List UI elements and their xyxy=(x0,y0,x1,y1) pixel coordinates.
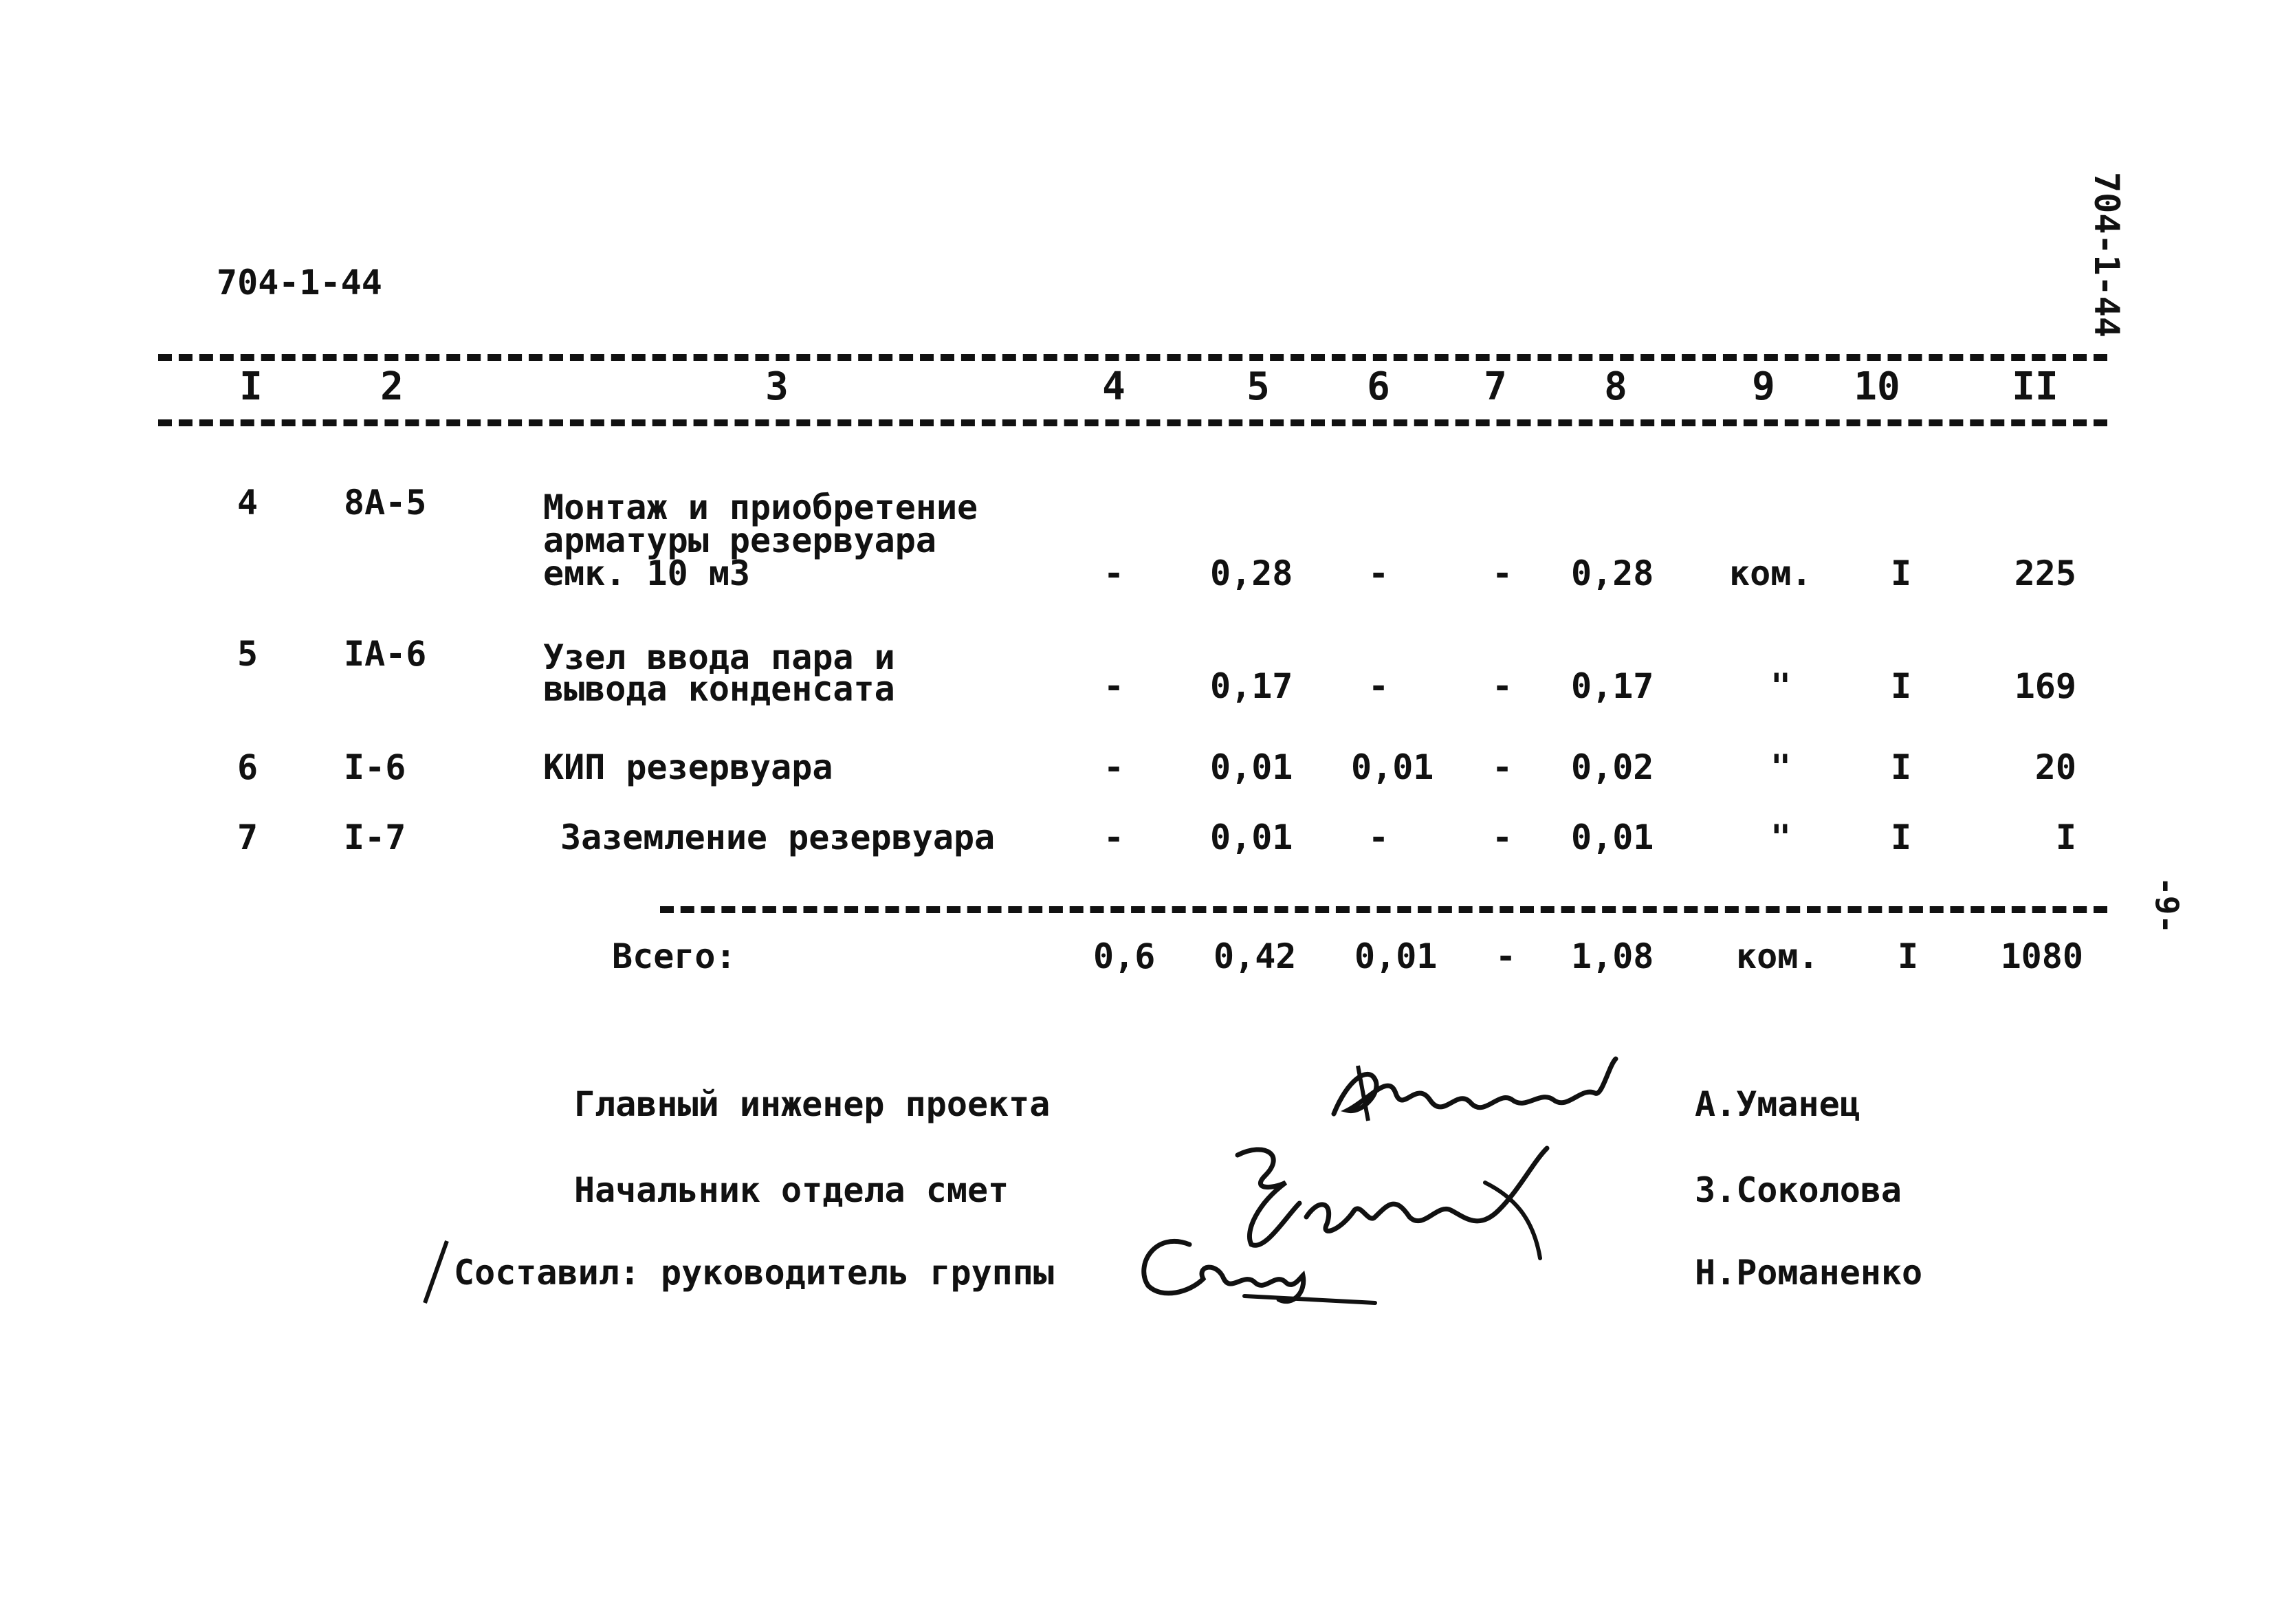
cell: 1080 xyxy=(2000,936,2083,976)
cell: - xyxy=(1491,666,1513,706)
column-header: 3 xyxy=(765,364,789,409)
row-description: Заземление резервуара xyxy=(560,818,996,857)
cell: - xyxy=(1368,553,1390,593)
cell: ком. xyxy=(1729,553,1812,593)
handwritten-signature xyxy=(1128,1224,1389,1313)
cell: I xyxy=(1897,936,1919,976)
cell: ком. xyxy=(1736,936,1819,976)
row-description: Монтаж и приобретение xyxy=(543,487,978,527)
cell: I xyxy=(2055,818,2076,857)
cell: - xyxy=(1491,553,1513,593)
cell: " xyxy=(1770,666,1792,706)
cell: - xyxy=(1103,747,1125,787)
row-code: 8A-5 xyxy=(344,483,427,523)
column-header: 4 xyxy=(1102,364,1125,409)
cell: 0,17 xyxy=(1210,666,1293,706)
column-header: 2 xyxy=(380,364,404,409)
row-code: I-7 xyxy=(344,818,406,857)
cell: - xyxy=(1103,666,1125,706)
cell: I xyxy=(1890,666,1912,706)
cell: I xyxy=(1890,818,1912,857)
cell: 169 xyxy=(2014,666,2076,706)
cell: 20 xyxy=(2034,747,2076,787)
header-top-rule xyxy=(158,354,2107,361)
column-header: 7 xyxy=(1484,364,1507,409)
cell: 0,42 xyxy=(1214,936,1297,976)
row-number: 6 xyxy=(237,747,259,787)
header-bottom-rule xyxy=(158,419,2107,426)
cell: 0,01 xyxy=(1354,936,1438,976)
cell: 0,02 xyxy=(1571,747,1654,787)
column-header: I xyxy=(239,364,263,409)
cell: " xyxy=(1770,747,1792,787)
row-number: 7 xyxy=(237,818,259,857)
cell: 0,6 xyxy=(1093,936,1156,976)
row-number: 4 xyxy=(237,483,259,523)
cell: - xyxy=(1368,666,1390,706)
cell: 0,28 xyxy=(1571,553,1654,593)
cell: 1,08 xyxy=(1571,936,1654,976)
row-code: I-6 xyxy=(344,747,406,787)
signature-name: А.Уманец xyxy=(1695,1084,1860,1124)
column-header: 9 xyxy=(1752,364,1775,409)
cell: - xyxy=(1103,553,1125,593)
signature-role: Составил: руководитель группы xyxy=(454,1253,1054,1293)
page-number: -9- xyxy=(2149,877,2186,934)
column-header: 8 xyxy=(1604,364,1627,409)
row-description: емк. 10 м3 xyxy=(543,553,751,593)
handwritten-signature xyxy=(1320,1052,1623,1148)
row-number: 5 xyxy=(237,634,259,674)
signature-role: Начальник отдела смет xyxy=(574,1170,1009,1210)
cell: 225 xyxy=(2014,553,2076,593)
column-header: 10 xyxy=(1854,364,1900,409)
signature-name: Н.Романенко xyxy=(1695,1253,1923,1293)
row-description: Узел ввода пара и xyxy=(543,637,895,677)
cell: " xyxy=(1770,818,1792,857)
signature-name: З.Соколова xyxy=(1695,1170,1902,1210)
cell: - xyxy=(1491,818,1513,857)
document-code-vertical: 704-1-44 xyxy=(2087,172,2127,338)
cell: - xyxy=(1103,818,1125,857)
cell: 0,01 xyxy=(1351,747,1434,787)
total-label: Всего: xyxy=(612,936,736,976)
cell: I xyxy=(1890,747,1912,787)
cell: I xyxy=(1890,553,1912,593)
cell: - xyxy=(1368,818,1390,857)
cell: 0,01 xyxy=(1210,747,1293,787)
slash-mark xyxy=(419,1238,454,1306)
row-description: вывода конденсата xyxy=(543,669,895,709)
column-header: II xyxy=(2012,364,2058,409)
cell: 0,17 xyxy=(1571,666,1654,706)
column-header: 6 xyxy=(1367,364,1390,409)
cell: 0,01 xyxy=(1571,818,1654,857)
cell: 0,28 xyxy=(1210,553,1293,593)
row-description: арматуры резервуара xyxy=(543,520,936,560)
row-description: КИП резервуара xyxy=(543,747,833,787)
signature-role: Главный инженер проекта xyxy=(574,1084,1051,1124)
cell: 0,01 xyxy=(1210,818,1293,857)
total-rule xyxy=(660,906,2107,913)
cell: - xyxy=(1495,936,1517,976)
column-header: 5 xyxy=(1247,364,1270,409)
row-code: IA-6 xyxy=(344,634,427,674)
document-code: 704-1-44 xyxy=(217,263,382,303)
cell: - xyxy=(1491,747,1513,787)
